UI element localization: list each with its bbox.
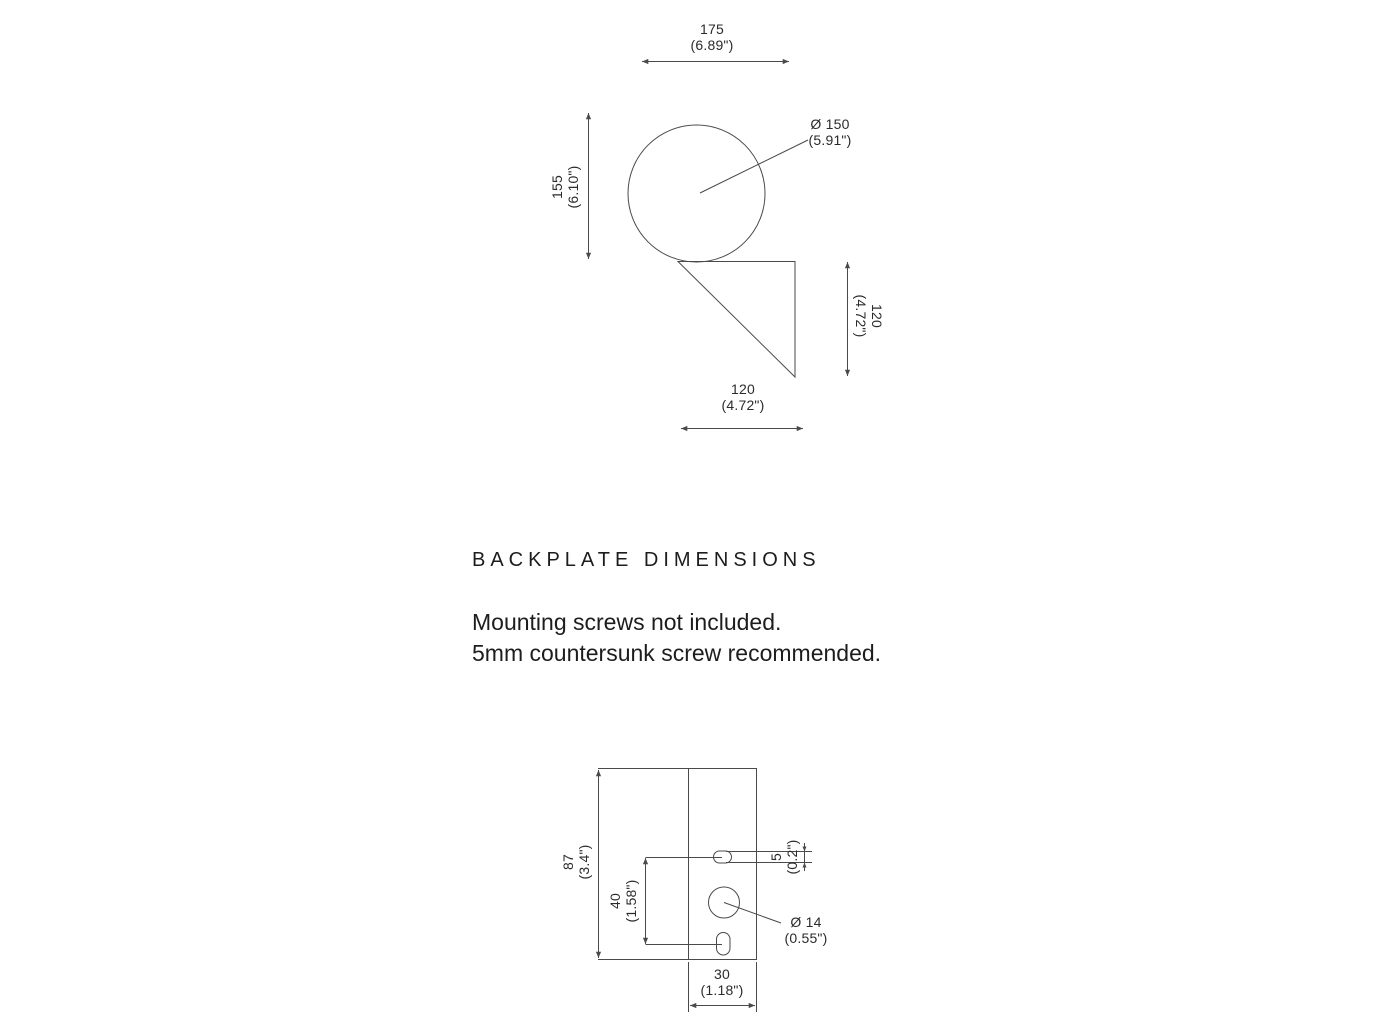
overall-height-dimension-label xyxy=(549,166,581,209)
sphere-diameter-leader-line xyxy=(700,140,808,193)
hole-spacing-dimension-label xyxy=(607,880,639,923)
dimension-mm: 87 xyxy=(560,854,576,870)
overall-width-dimension-label xyxy=(691,21,734,53)
dimension-inches: (4.72") xyxy=(853,294,869,338)
backplate-outline xyxy=(689,769,757,960)
mounting-note-line2: 5mm countersunk screw recommended. xyxy=(472,640,882,666)
sphere-diameter-label xyxy=(809,116,852,148)
dimension-inches: (6.10") xyxy=(565,165,581,209)
mounting-note-line1: Mounting screws not included. xyxy=(472,609,782,635)
hole-diameter-label xyxy=(785,914,828,946)
bracket-height-dimension-label xyxy=(853,295,885,338)
dimension-inches: (0.55") xyxy=(784,930,828,946)
backplate-width-dimension-label xyxy=(701,966,744,998)
hole-spacing-dimension-arrow xyxy=(646,858,723,945)
sphere-outline xyxy=(628,125,765,262)
dimension-mm: 175 xyxy=(700,21,724,37)
dimension-inches: (4.72") xyxy=(721,397,765,413)
bracket-outline xyxy=(678,262,795,378)
dimension-mm: 30 xyxy=(714,966,730,982)
dimension-inches: (1.18") xyxy=(700,982,744,998)
dimension-mm: 120 xyxy=(869,304,885,328)
dimension-inches: (0.2") xyxy=(784,839,800,875)
dimension-inches: (1.58") xyxy=(623,879,639,923)
dimension-mm: Ø 14 xyxy=(790,914,822,930)
mounting-note xyxy=(472,607,881,669)
bottom-mounting-slot xyxy=(717,933,731,956)
backplate-section-heading: BACKPLATE DIMENSIONS xyxy=(472,549,821,571)
slot-width-dimension-label xyxy=(768,840,800,875)
dimension-mm: 40 xyxy=(607,893,623,909)
dimension-mm: Ø 150 xyxy=(810,116,850,132)
dimension-inches: (6.89") xyxy=(690,37,734,53)
bracket-depth-dimension-label xyxy=(722,381,765,413)
hole-diameter-leader-line xyxy=(724,903,781,924)
dimension-mm: 155 xyxy=(549,175,565,199)
dimension-inches: (5.91") xyxy=(808,132,852,148)
dimension-inches: (3.4") xyxy=(576,844,592,880)
backplate-height-dimension-label xyxy=(560,845,592,880)
dimension-mm: 120 xyxy=(731,381,755,397)
dimension-mm: 5 xyxy=(768,853,784,861)
